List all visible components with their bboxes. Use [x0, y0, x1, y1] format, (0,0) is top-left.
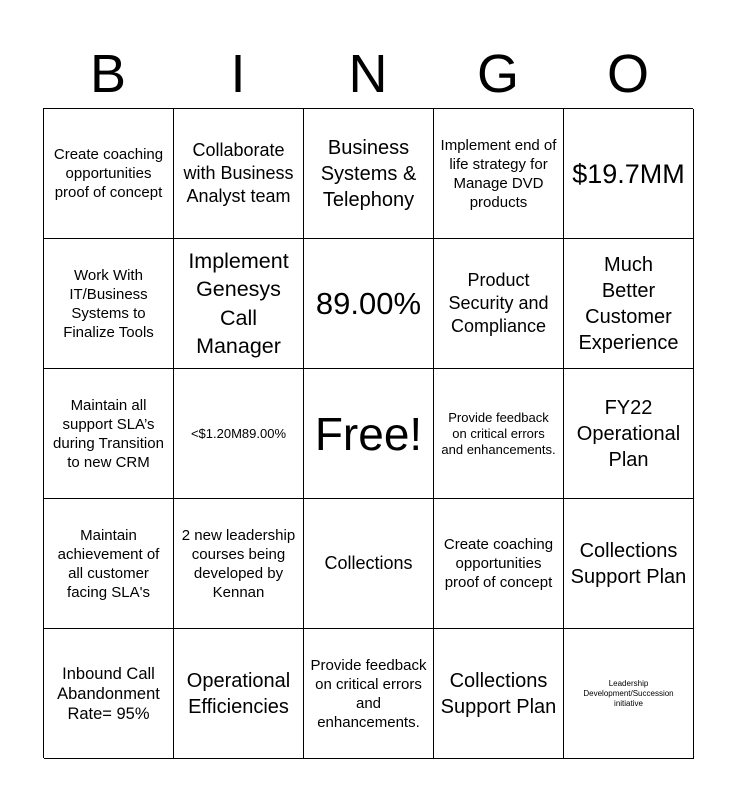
bingo-cell-r2-c1[interactable]: Work With IT/Business Systems to Finalize Tools: [44, 239, 174, 369]
bingo-cell-r5-c1[interactable]: Inbound Call Abandonment Rate= 95%: [44, 629, 174, 759]
bingo-cell-r3-c5[interactable]: FY22 Operational Plan: [564, 369, 694, 499]
bingo-cell-r2-c4[interactable]: Product Security and Compliance: [434, 239, 564, 369]
bingo-cell-r1-c3[interactable]: Business Systems & Telephony: [304, 109, 434, 239]
bingo-cell-r1-c2[interactable]: Collaborate with Business Analyst team: [174, 109, 304, 239]
bingo-cell-free[interactable]: Free!: [304, 369, 434, 499]
bingo-cell-r2-c3[interactable]: 89.00%: [304, 239, 434, 369]
bingo-header: [43, 40, 693, 108]
bingo-cell-r5-c5[interactable]: Leadership Development/Succession initiative: [564, 629, 694, 759]
bingo-cell-r5-c3[interactable]: Provide feedback on critical errors and enhancements.: [304, 629, 434, 759]
header-letter-g: G: [476, 44, 519, 104]
bingo-board: [43, 108, 693, 758]
bingo-cell-r4-c5[interactable]: Collections Support Plan: [564, 499, 694, 629]
header-letter-o: O: [606, 44, 649, 104]
bingo-cell-r2-c2[interactable]: Implement Genesys Call Manager: [174, 239, 304, 369]
bingo-cell-r4-c2[interactable]: 2 new leadership courses being developed by Kennan: [174, 499, 304, 629]
bingo-cell-r5-c2[interactable]: Operational Efficiencies: [174, 629, 304, 759]
bingo-cell-r3-c1[interactable]: Maintain all support SLA’s during Transition to new CRM: [44, 369, 174, 499]
bingo-cell-r1-c4[interactable]: Implement end of life strategy for Manage DVD products: [434, 109, 564, 239]
bingo-cell-r3-c4[interactable]: Provide feedback on critical errors and enhancements.: [434, 369, 564, 499]
bingo-cell-r1-c5[interactable]: $19.7MM: [564, 109, 694, 239]
header-letter-b: B: [89, 44, 127, 104]
bingo-cell-r1-c1[interactable]: Create coaching opportunities proof of concept: [44, 109, 174, 239]
bingo-cell-r3-c2[interactable]: <$1.20M89.00%: [174, 369, 304, 499]
bingo-cell-r4-c1[interactable]: Maintain achievement of all customer facing SLA's: [44, 499, 174, 629]
bingo-cell-r4-c3[interactable]: Collections: [304, 499, 434, 629]
header-letter-n: N: [348, 44, 388, 104]
bingo-cell-r2-c5[interactable]: Much Better Customer Experience: [564, 239, 694, 369]
bingo-cell-r4-c4[interactable]: Create coaching opportunities proof of concept: [434, 499, 564, 629]
bingo-cell-r5-c4[interactable]: Collections Support Plan: [434, 629, 564, 759]
header-letter-i: I: [230, 44, 246, 104]
